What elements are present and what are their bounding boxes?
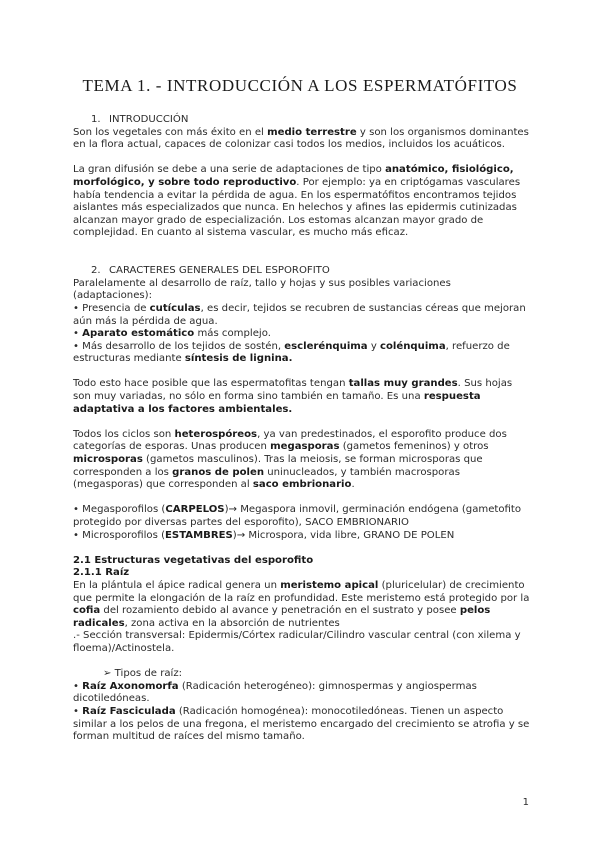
text-run: • — [73, 680, 83, 692]
bullet-item — [73, 681, 531, 706]
text-run: (Radicación homogénea): monocotiledóneas. Tienen un aspecto similar a los pelos de una fregona, el meristemo encargado del crecimiento se atrofia y se forman multitud de raíces del mismo tamaño. — [73, 705, 530, 743]
paragraph — [73, 164, 531, 240]
text-run: . Sus hojas son muy variadas, no sólo en forma sino también en tamaño. Es una — [73, 378, 513, 403]
paragraph — [73, 630, 531, 655]
document-title: TEMA 1. - INTRODUCCIÓN A LOS ESPERMATÓFITOS — [82, 76, 518, 95]
text-run: )→ Microspora, vida libre, GRANO DE POLEN — [232, 529, 455, 541]
text-run: Paralelamente al desarrollo de raíz, tallo y hojas y sus posibles variaciones (adaptaciones): — [73, 277, 451, 302]
bold-term: cofia — [73, 605, 101, 617]
text-run: uninucleados, y también macrosporas (megasporas) que corresponden al — [73, 466, 460, 491]
text-run: , zona activa en la absorción de nutrientes — [124, 617, 340, 629]
bold-term: saco embrionario — [252, 479, 352, 491]
text-run: , es decir, tejidos se recubren de sustancias céreas que mejoran aún más la pérdida de agua. — [73, 302, 526, 327]
text-run: Todo esto hace posible que las espermatofitas tengan — [73, 378, 349, 390]
text-run: . — [351, 479, 355, 491]
bold-term: tallas muy grandes — [348, 378, 458, 390]
bold-term: ESTAMBRES — [165, 529, 233, 541]
text-run: Todos los ciclos son — [73, 428, 175, 440]
paragraph — [73, 127, 531, 152]
subsubsection-heading: 2.1.1 Raíz — [73, 567, 130, 579]
bullet-item — [73, 303, 531, 328]
text-run: (pluricelular) de crecimiento que permite la elongación de la raíz en profundidad. Este meristemo está protegido por la — [73, 579, 530, 604]
bullet-item — [73, 706, 531, 744]
bold-term: Raíz Axonomorfa — [82, 680, 179, 692]
text-run: y — [367, 340, 381, 352]
bullet-item — [73, 328, 531, 341]
text-run: .- Sección transversal: Epidermis/Córtex radicular/Cilindro vascular central (con xilema y floema)/Actinostela. — [73, 630, 521, 654]
bullet-item — [73, 504, 531, 529]
paragraph — [73, 278, 531, 303]
text-run: • — [73, 328, 83, 340]
text-run: )→ Megaspora inmovil, germinación endógena (gametofito protegido por diversas partes del esporofito), SACO EMBRIONARIO — [73, 504, 522, 528]
text-run: • Megasporofilos ( — [73, 504, 166, 516]
subsection-heading: 2.1 Estructuras vegetativas del esporofito — [73, 554, 314, 566]
text-run: • Presencia de — [73, 302, 150, 314]
bullet-item — [73, 530, 531, 543]
text-run: . Por ejemplo: ya en criptógamas vasculares había tendencia a evitar la pérdida de agua. En los espermatófitos encontramos tejidos aislantes más especializados que nunca. En helechos y afines las epidermis cutinizadas alcanzan mayor grado de especialización. Los estomas alcanzan mayor grado de complejidad. En cuanto al sistema vascular, es mucho más eficaz. — [73, 176, 521, 239]
bold-term: Raíz Fasciculada — [82, 705, 176, 717]
text-run: , ya van predestinados, el esporofito produce dos categorías de esporas. Unas producen — [73, 428, 507, 453]
paragraph — [73, 580, 531, 630]
bold-term: colénquima — [380, 340, 446, 352]
page-number: 1 — [522, 797, 529, 808]
text-run: (Radicación heterogéneo): gimnospermas y angiospermas dicotiledóneas. — [73, 680, 477, 705]
bold-term: pelos radicales — [73, 605, 491, 629]
document-body — [73, 114, 531, 744]
text-run: • Microsporofilos ( — [73, 529, 166, 541]
bold-term: Aparato estomático — [82, 328, 195, 340]
bold-term: meristemo apical — [280, 579, 379, 591]
bold-term: respuesta adaptativa a los factores ambientales. — [73, 391, 481, 415]
bold-term: CARPELOS — [165, 504, 225, 516]
arrow-list-item: ➢ Tipos de raíz: — [103, 668, 183, 680]
section-heading-1: 1. INTRODUCCIÓN — [91, 114, 189, 125]
bold-term: microsporas — [73, 454, 143, 466]
text-run: Son los vegetales con más éxito en el — [73, 126, 268, 138]
text-run: (gametos masculinos). Tras la meiosis, se forman microsporas que corresponden a los — [73, 454, 483, 478]
text-run: En la plántula el ápice radical genera un — [73, 579, 281, 591]
bold-term: síntesis de lignina. — [184, 353, 293, 365]
paragraph — [73, 429, 531, 492]
text-run: (gametos femeninos) y otros — [339, 441, 489, 453]
text-run: más complejo. — [194, 328, 271, 340]
bold-term: megasporas — [270, 441, 340, 453]
bold-term: medio terrestre — [267, 126, 357, 138]
paragraph — [73, 378, 531, 416]
section-heading-2: 2. CARACTERES GENERALES DEL ESPOROFITO — [91, 265, 330, 277]
bold-term: granos de polen — [172, 466, 265, 478]
text-run: La gran difusión se debe a una serie de adaptaciones de tipo — [73, 164, 386, 176]
text-run: y son los organismos dominantes en la flora actual, capaces de colonizar casi todos los medios, incluidos los acuáticos. — [73, 126, 529, 151]
bullet-item — [73, 341, 531, 366]
bold-term: cutículas — [149, 302, 201, 314]
text-run: • Más desarrollo de los tejidos de sostén, — [73, 340, 285, 352]
bold-term: heterospóreos — [174, 428, 258, 440]
text-run: , refuerzo de estructuras mediante — [73, 340, 510, 365]
bold-term: anatómico, fisiológico, morfológico, y sobre todo reproductivo — [73, 164, 514, 188]
bold-term: esclerénquima — [284, 340, 368, 352]
text-run: • — [73, 705, 83, 717]
text-run: del rozamiento debido al avance y penetración en el sustrato y posee — [100, 605, 460, 617]
